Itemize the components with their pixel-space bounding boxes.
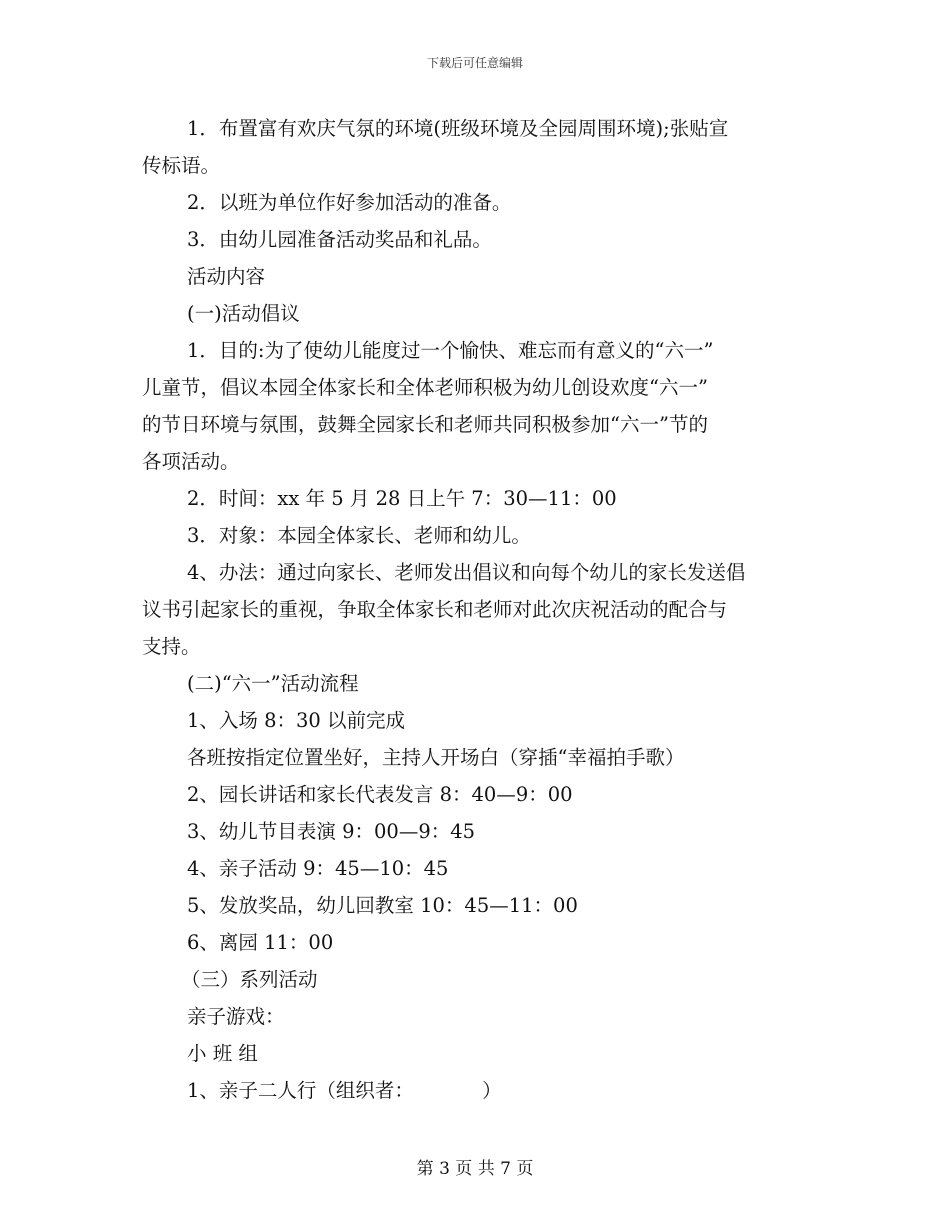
paragraph-line-12: 3．对象：本园全体家长、老师和幼儿。 xyxy=(187,524,531,547)
paragraph-line-23: 6、离园 11：00 xyxy=(187,931,334,954)
paragraph-line-3: 2．以班为单位作好参加活动的准备。 xyxy=(187,191,512,214)
section-heading-activity-content: 活动内容 xyxy=(187,265,266,288)
page-footer: 第 3 页 共 7 页 xyxy=(416,1159,534,1179)
subsection-heading-series: （三）系列活动 xyxy=(181,968,318,991)
page-header: 下载后可任意编辑 xyxy=(426,56,523,70)
subsection-heading-flow: (二)“六一”活动流程 xyxy=(187,672,359,695)
paragraph-line-26: 小 班 组 xyxy=(187,1042,258,1065)
paragraph-line-9: 的节日环境与氛围，鼓舞全园家长和老师共同积极参加“六一”节的 xyxy=(142,413,708,436)
paragraph-line-22: 5、发放奖品，幼儿回教室 10：45—11：00 xyxy=(187,894,578,917)
paragraph-line-2: 传标语。 xyxy=(142,154,221,177)
paragraph-line-17: 1、入场 8：30 以前完成 xyxy=(187,709,406,732)
subsection-heading-initiative: (一)活动倡议 xyxy=(187,302,300,325)
paragraph-line-11: 2．时间：xx 年 5 月 28 日上午 7：30—11：00 xyxy=(187,487,617,510)
paragraph-line-1: 1．布置富有欢庆气氛的环境(班级环境及全园周围环境);张贴宣 xyxy=(187,117,729,140)
paragraph-line-13: 4、办法：通过向家长、老师发出倡议和向每个幼儿的家长发送倡 xyxy=(187,561,746,584)
paragraph-line-18: 各班按指定位置坐好，主持人开场白（穿插“幸福拍手歌） xyxy=(187,746,685,769)
paragraph-line-10: 各项活动。 xyxy=(142,450,240,473)
paragraph-line-20: 3、幼儿节目表演 9：00—9：45 xyxy=(187,820,476,843)
paragraph-line-15: 支持。 xyxy=(142,635,201,658)
paragraph-line-19: 2、园长讲话和家长代表发言 8：40—9：00 xyxy=(187,783,573,806)
paragraph-line-4: 3．由幼儿园准备活动奖品和礼品。 xyxy=(187,228,492,251)
paragraph-line-14: 议书引起家长的重视，争取全体家长和老师对此次庆祝活动的配合与 xyxy=(142,598,728,621)
document-body xyxy=(142,110,810,1109)
paragraph-line-8: 儿童节，倡议本园全体家长和全体老师积极为幼儿创设欢度“六一” xyxy=(142,376,708,399)
paragraph-line-25: 亲子游戏： xyxy=(187,1005,285,1028)
paragraph-line-27: 1、亲子二人行（组织者： ） xyxy=(187,1079,502,1102)
paragraph-line-7: 1．目的:为了使幼儿能度过一个愉快、难忘而有意义的“六一” xyxy=(187,339,714,362)
paragraph-line-21: 4、亲子活动 9：45—10：45 xyxy=(187,857,449,880)
